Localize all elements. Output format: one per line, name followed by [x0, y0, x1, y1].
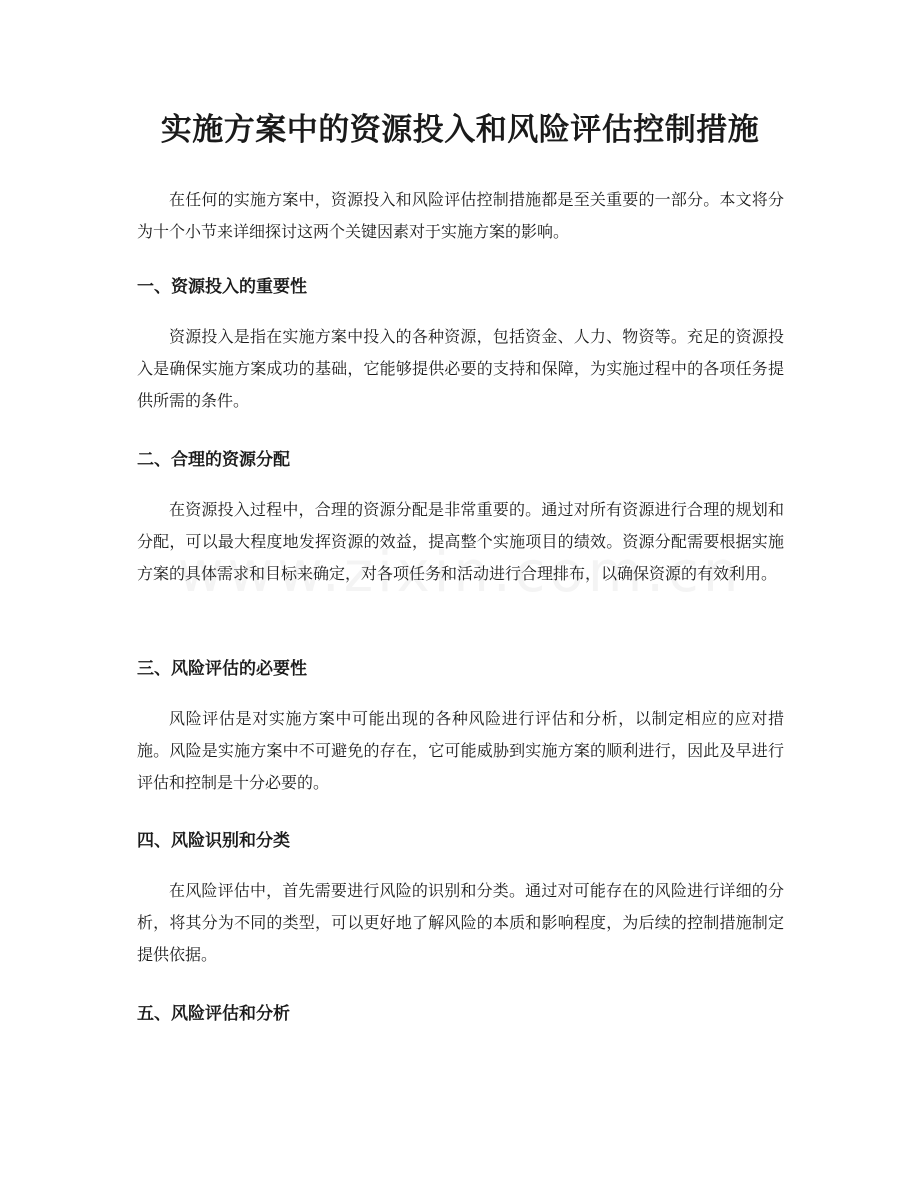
- section-2-heading: 二、合理的资源分配: [137, 450, 290, 470]
- section-1-body: 资源投入是指在实施方案中投入的各种资源，包括资金、人力、物资等。充足的资源投入是确保实施方案成功的基础，它能够提供必要的支持和保障，为实施过程中的各项任务提供所需的条件。: [137, 327, 784, 410]
- section-4-heading: 四、风险识别和分类: [137, 831, 290, 851]
- document-title: 实施方案中的资源投入和风险评估控制措施: [160, 112, 760, 148]
- section-3-heading: 三、风险评估的必要性: [137, 659, 307, 679]
- section-1-heading: 一、资源投入的重要性: [137, 277, 307, 297]
- intro-paragraph: 在任何的实施方案中，资源投入和风险评估控制措施都是至关重要的一部分。本文将分为十个小节来详细探讨这两个关键因素对于实施方案的影响。: [137, 190, 784, 241]
- section-5-heading: 五、风险评估和分析: [137, 1004, 290, 1024]
- section-3-body: 风险评估是对实施方案中可能出现的各种风险进行评估和分析，以制定相应的应对措施。风险是实施方案中不可避免的存在，它可能威胁到实施方案的顺利进行，因此及早进行评估和控制是十分必要的。: [137, 709, 784, 792]
- section-4-body: 在风险评估中，首先需要进行风险的识别和分类。通过对可能存在的风险进行详细的分析，将其分为不同的类型，可以更好地了解风险的本质和影响程度，为后续的控制措施制定提供依据。: [137, 881, 784, 964]
- section-2-body: 在资源投入过程中，合理的资源分配是非常重要的。通过对所有资源进行合理的规划和分配，可以最大程度地发挥资源的效益，提高整个实施项目的绩效。资源分配需要根据实施方案的具体需求和目标来确定，对各项任务和活动进行合理排布，以确保资源的有效利用。: [137, 500, 784, 583]
